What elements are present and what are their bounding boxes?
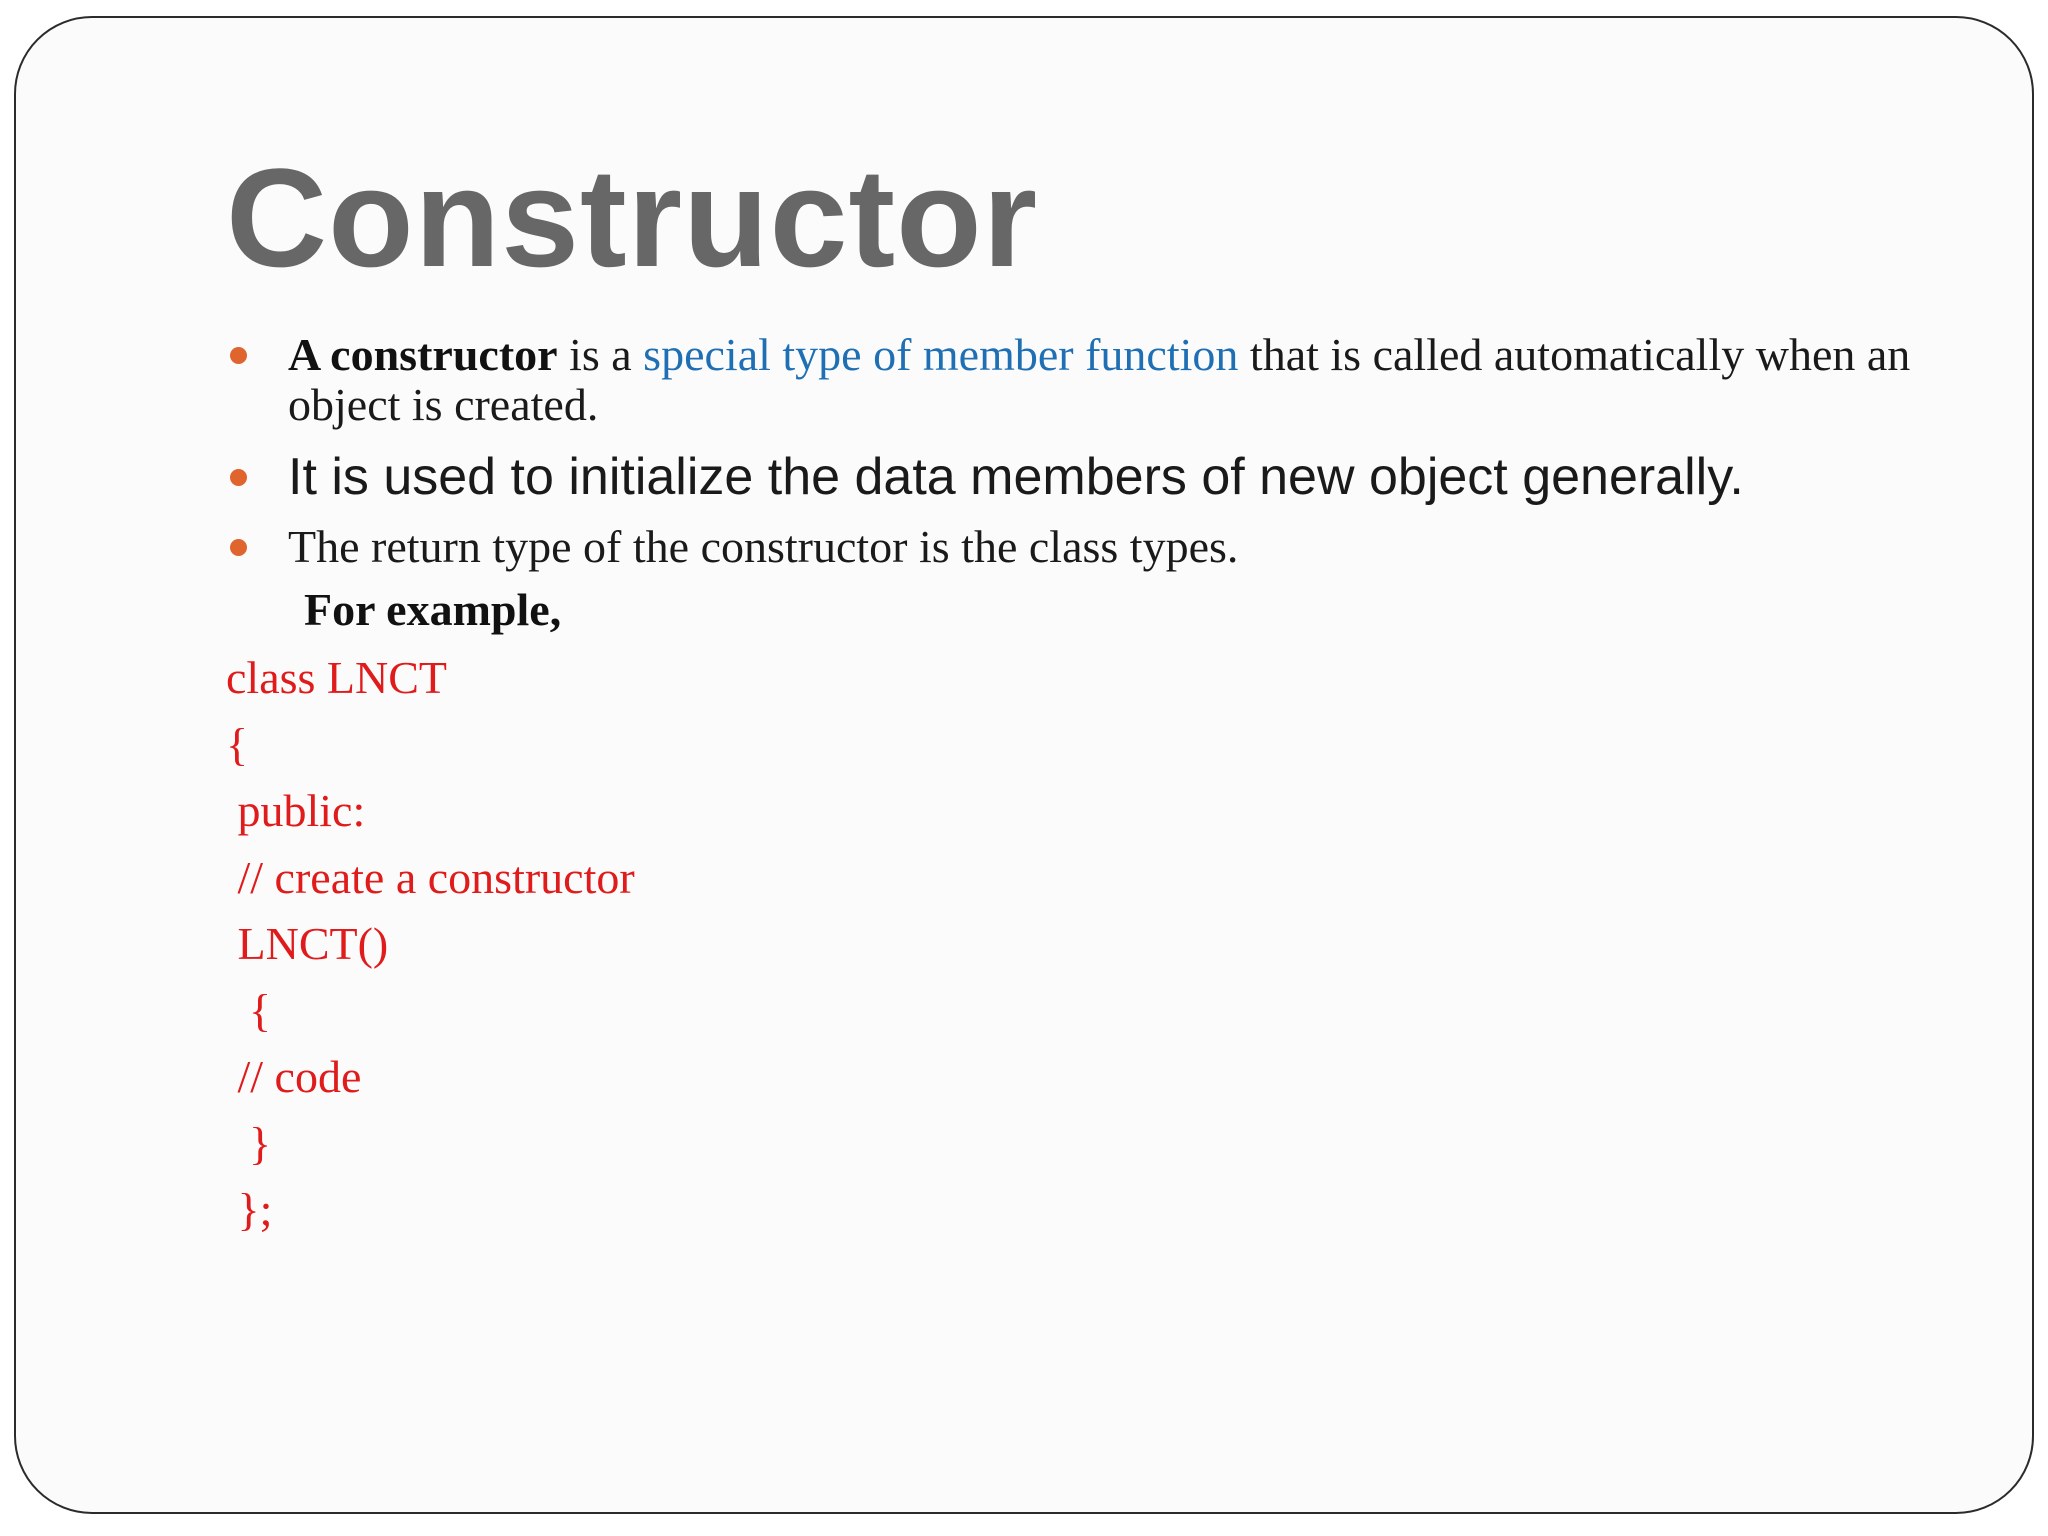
bullet-text: is a: [557, 329, 644, 380]
code-line: public:: [226, 785, 366, 836]
code-line: {: [226, 984, 272, 1036]
code-line: };: [226, 1184, 273, 1235]
bullet-text: It is used to initialize the data members of new object generally.: [288, 448, 1744, 506]
bullet-highlight-text: special type of member function: [643, 329, 1239, 380]
code-block: [226, 645, 635, 1244]
bullet-item-return-type: [226, 516, 1986, 578]
bullet-text: The return type of the constructor is the class types.: [288, 521, 1239, 572]
code-line: LNCT(): [226, 918, 389, 969]
code-line: // code: [226, 1051, 362, 1102]
bullet-marker: [230, 469, 247, 486]
bullet-marker: [230, 347, 247, 364]
code-line: // create a constructor: [226, 851, 635, 903]
bullet-text: that is called automatically when an object is created.: [288, 329, 1911, 430]
bullet-bold-term: A constructor: [288, 329, 558, 380]
slide-title: Constructor: [226, 139, 1039, 296]
code-line: }: [226, 1117, 272, 1169]
bullet-item-constructor-definition: [226, 330, 1986, 430]
bullet-list: [226, 330, 1986, 578]
bullet-item-initialize: [226, 442, 1986, 512]
code-line: class LNCT: [226, 652, 448, 703]
code-line: {: [226, 718, 249, 770]
example-label: For example,: [304, 584, 562, 635]
bullet-marker: [230, 539, 247, 556]
